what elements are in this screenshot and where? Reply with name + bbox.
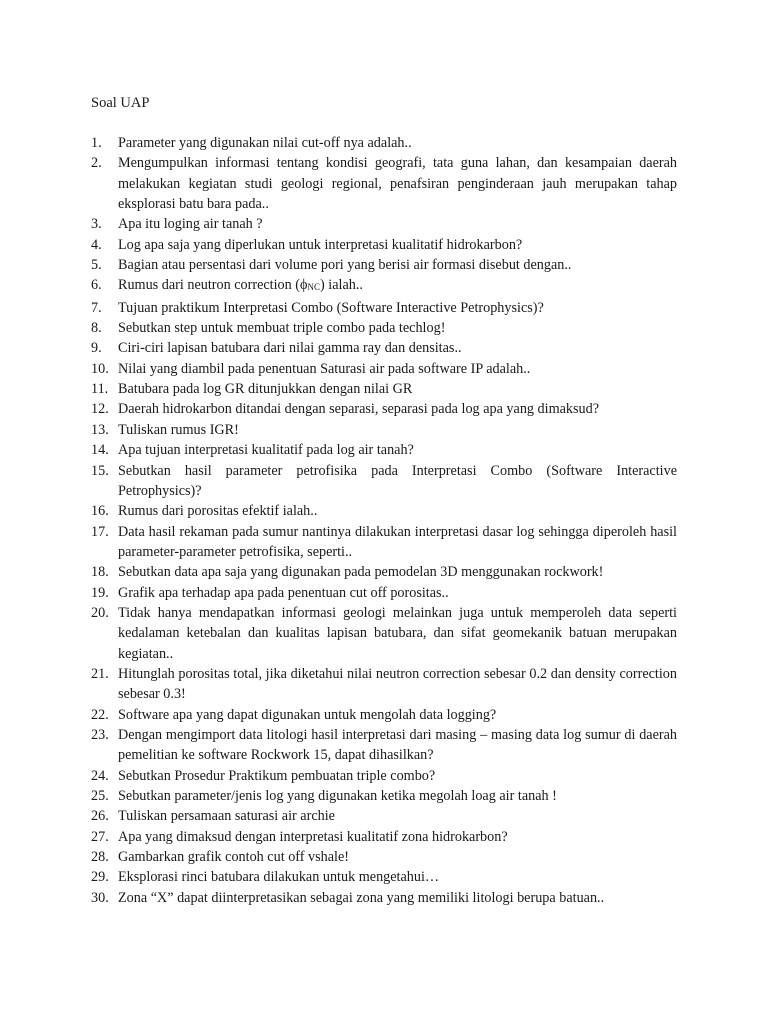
- question-text: Dengan mengimport data litologi hasil interpretasi dari masing – masing data log sumur di daerah pemelitian ke software Rockwork 15, dapat dihasilkan?: [118, 726, 677, 764]
- question-text: Bagian atau persentasi dari volume pori yang berisi air formasi disebut dengan..: [118, 257, 572, 274]
- question-text: Software apa yang dapat digunakan untuk mengolah data logging?: [118, 706, 497, 723]
- question-text: Mengumpulkan informasi tentang kondisi geografi, tata guna lahan, dan kesampaian daerah melakukan kegiatan studi geologi regional, penafsiran penginderaan jauh merupakan tahap eksplorasi batu bara pada..: [118, 155, 677, 213]
- question-text: Gambarkan grafik contoh cut off vshale!: [118, 849, 349, 866]
- question-number: 2.: [91, 155, 102, 172]
- question-number: 13.: [91, 421, 109, 438]
- question-number: 14.: [91, 442, 109, 459]
- question-item: [91, 133, 677, 153]
- question-item: [91, 255, 677, 275]
- question-number: 20.: [91, 604, 109, 621]
- question-text: Sebutkan hasil parameter petrofisika pada Interpretasi Combo (Software Interactive Petrophysics)?: [118, 462, 677, 499]
- question-item: [91, 766, 677, 786]
- question-item: [91, 888, 677, 908]
- question-number: 25.: [91, 788, 109, 804]
- question-item: [91, 806, 677, 826]
- question-item: [91, 461, 677, 502]
- phi-subscript: NC: [307, 282, 321, 293]
- question-number: 18.: [91, 564, 109, 581]
- question-number: 7.: [91, 299, 102, 316]
- question-item: [91, 522, 677, 563]
- question-text: Sebutkan parameter/jenis log yang digunakan ketika megolah loag air tanah !: [118, 788, 557, 804]
- question-text: Ciri-ciri lapisan batubara dari nilai gamma ray dan densitas..: [118, 340, 462, 357]
- question-text: Apa tujuan interpretasi kualitatif pada log air tanah?: [118, 442, 414, 459]
- question-number: 24.: [91, 767, 109, 784]
- question-number: 8.: [91, 320, 102, 337]
- question-item: [91, 318, 677, 338]
- question-item: [91, 275, 677, 297]
- question-text: Eksplorasi rinci batubara dilakukan untuk mengetahui…: [118, 869, 440, 886]
- question-number: 16.: [91, 503, 109, 520]
- question-number: 26.: [91, 808, 109, 825]
- question-item: [91, 786, 677, 806]
- question-number: 15.: [91, 462, 109, 479]
- question-text: Data hasil rekaman pada sumur nantinya dilakukan interpretasi dasar log sehingga diperoleh hasil parameter-parameter petrofisika, seperti..: [118, 523, 677, 560]
- question-text-after: ) ialah..: [320, 277, 363, 294]
- question-text: Batubara pada log GR ditunjukkan dengan nilai GR: [118, 381, 413, 398]
- question-text: Tuliskan rumus IGR!: [118, 421, 239, 438]
- question-text: Rumus dari porositas efektif ialah..: [118, 503, 318, 520]
- question-number: 28.: [91, 849, 109, 866]
- question-text: Parameter yang digunakan nilai cut-off nya adalah..: [118, 135, 412, 151]
- question-number: 6.: [91, 277, 102, 294]
- question-item: [91, 359, 677, 379]
- question-item: [91, 379, 677, 399]
- question-item: [91, 420, 677, 440]
- question-text: Zona “X” dapat diinterpretasikan sebagai zona yang memiliki litologi berupa batuan..: [118, 889, 605, 906]
- question-item: [91, 214, 677, 234]
- question-text: Sebutkan data apa saja yang digunakan pada pemodelan 3D menggunakan rockwork!: [118, 564, 604, 581]
- question-item: [91, 501, 677, 521]
- question-item: [91, 867, 677, 887]
- question-number: 22.: [91, 706, 109, 723]
- question-text: Grafik apa terhadap apa pada penentuan cut off porositas..: [118, 584, 449, 601]
- question-item: [91, 603, 677, 664]
- question-list: [91, 133, 677, 908]
- question-text: [118, 275, 677, 297]
- question-number: 9.: [91, 340, 102, 357]
- question-text: Log apa saja yang diperlukan untuk interpretasi kualitatif hidrokarbon?: [118, 236, 523, 253]
- question-item: [91, 562, 677, 582]
- question-text: Tuliskan persamaan saturasi air archie: [118, 808, 335, 825]
- question-number: 5.: [91, 257, 102, 274]
- question-number: 27.: [91, 828, 109, 845]
- question-text: Apa yang dimaksud dengan interpretasi kualitatif zona hidrokarbon?: [118, 828, 508, 845]
- question-number: 30.: [91, 889, 109, 906]
- question-text: Sebutkan Prosedur Praktikum pembuatan triple combo?: [118, 767, 436, 784]
- question-item: [91, 440, 677, 460]
- question-item: [91, 847, 677, 867]
- question-number: 23.: [91, 726, 109, 743]
- question-item: [91, 664, 677, 705]
- question-number: 3.: [91, 216, 102, 233]
- question-text: Daerah hidrokarbon ditandai dengan separasi, separasi pada log apa yang dimaksud?: [118, 401, 600, 418]
- question-text: Tujuan praktikum Interpretasi Combo (Software Interactive Petrophysics)?: [118, 299, 544, 316]
- question-text: Sebutkan step untuk membuat triple combo pada techlog!: [118, 320, 446, 337]
- question-number: 10.: [91, 360, 109, 377]
- question-item: [91, 725, 677, 766]
- question-text: Tidak hanya mendapatkan informasi geologi melainkan juga untuk memperoleh data seperti kedalaman ketebalan dan kualitas lapisan batubara, dan sifat geomekanik batuan merupakan kegiatan..: [118, 604, 677, 662]
- question-text: Hitunglah porositas total, jika diketahui nilai neutron correction sebesar 0.2 dan density correction sebesar 0.3!: [118, 665, 677, 703]
- question-item: [91, 235, 677, 255]
- document-title: Soal UAP: [91, 95, 150, 111]
- question-text: Apa itu loging air tanah ?: [118, 216, 263, 233]
- question-number: 12.: [91, 401, 109, 418]
- question-item: [91, 705, 677, 725]
- question-number: 29.: [91, 869, 109, 886]
- question-item: [91, 338, 677, 358]
- question-item: [91, 153, 677, 214]
- question-number: 1.: [91, 135, 102, 151]
- question-number: 19.: [91, 584, 109, 601]
- question-item: [91, 583, 677, 603]
- question-text-before: Rumus dari neutron correction (: [118, 277, 301, 294]
- question-item: [91, 399, 677, 419]
- question-number: 4.: [91, 236, 102, 253]
- question-text: Nilai yang diambil pada penentuan Saturasi air pada software IP adalah..: [118, 360, 531, 377]
- question-number: 17.: [91, 523, 109, 540]
- phi-symbol-icon: ϕ: [300, 277, 308, 294]
- question-number: 11.: [91, 381, 109, 398]
- question-number: 21.: [91, 665, 109, 682]
- question-item: [91, 298, 677, 318]
- question-item: [91, 827, 677, 847]
